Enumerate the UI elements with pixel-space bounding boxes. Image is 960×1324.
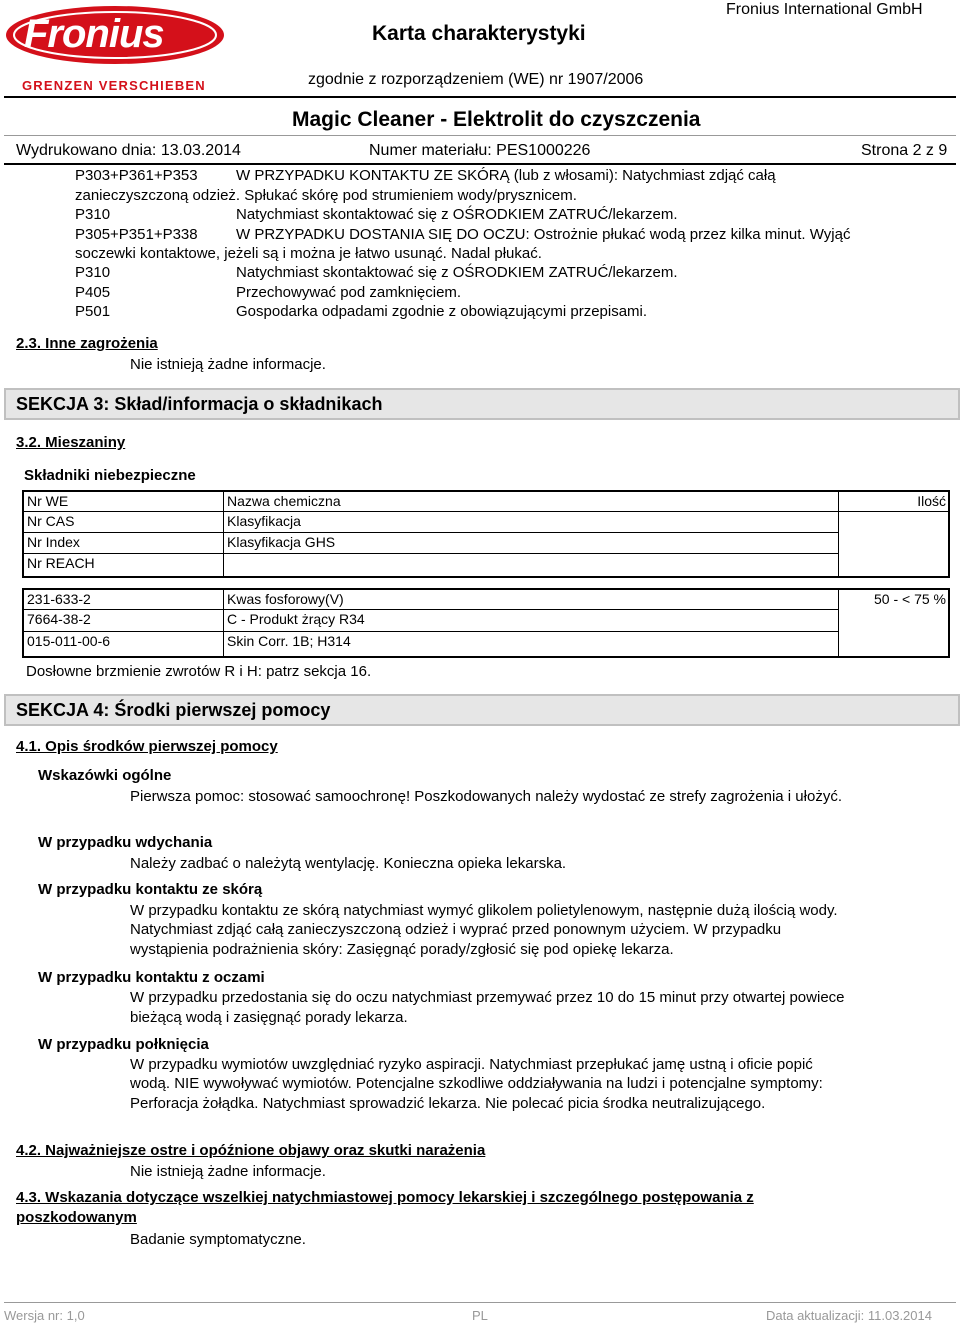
cell-amount: 50 - < 75 % [874,591,946,607]
eye-contact-text-1: W przypadku przedostania się do oczu natychmiast przemywać przez 10 do 15 minut przy otwartej powiece [130,989,845,1006]
precaution-text: Natychmiast skontaktować się z OŚRODKIEM ZATRUĆ/lekarzem. [236,206,678,223]
eye-contact-heading: W przypadku kontaktu z oczami [38,969,265,986]
header-nr-we: Nr WE [24,492,224,512]
inhalation-text: Należy zadbać o należytą wentylację. Konieczna opieka lekarska. [130,855,567,872]
skin-contact-heading: W przypadku kontaktu ze skórą [38,881,263,898]
precaution-text: W PRZYPADKU DOSTANIA SIĘ DO OCZU: Ostrożnie płukać wodą przez kilka minut. Wyjąć [236,226,851,243]
precaution-text: Gospodarka odpadami zgodnie z obowiązującymi przepisami. [236,303,648,320]
material-number: Numer materiału: PES1000226 [369,142,591,159]
subsection-2-3-text: Nie istnieją żadne informacje. [130,356,326,373]
general-advice-text: Pierwsza pomoc: stosować samoochronę! Poszkodowanych należy wydostać ze strefy zagrożenia i ułożyć. [130,788,842,805]
logo-wordmark: Fronius [24,12,164,56]
precaution-code: P310 [75,206,111,223]
footer-version: Wersja nr: 1,0 [4,1308,85,1323]
subsection-4-3-heading: 4.3. Wskazania dotyczące wszelkiej natychmiastowej pomocy lekarskiej i szczególnego postępowania z [16,1189,754,1206]
precaution-text-cont: soczewki kontaktowe, jeżeli są i można je łatwo usunąć. Nadal płukać. [75,245,542,262]
section-4-title: SEKCJA 4: Środki pierwszej pomocy [16,700,331,720]
inhalation-heading: W przypadku wdychania [38,834,213,851]
header-rule-bottom [4,163,956,165]
printed-date: Wydrukowano dnia: 13.03.2014 [16,142,241,159]
ingestion-text-2: wodą. NIE wywoływać wymiotów. Potencjalne szkodliwe oddziaływania na ludzi i potencjalne symptomy: [130,1075,823,1092]
footer-update-date: Data aktualizacji: 11.03.2014 [766,1308,932,1323]
subsection-4-3-text: Badanie symptomatyczne. [130,1231,306,1248]
ingestion-text-3: Perforacja żołądka. Natychmiast sprowadzić lekarza. Nie polecać picia środka neutralizującego. [130,1095,766,1112]
document-title: Karta charakterystyki [372,22,586,45]
skin-contact-text-1: W przypadku kontaktu ze skórą natychmiast wymyć glikolem polietylenowym, następnie dużą ilością wody. [130,902,838,919]
section-4-bar [4,694,960,726]
header-classification-ghs: Klasyfikacja GHS [224,533,839,554]
cell-index-number: 015-011-00-6 [24,632,224,656]
skin-contact-text-3: wystąpienia podrażnienia skóry: Zasięgnąć porady/zgłosić się pod opiekę lekarza. [130,941,674,958]
cell-chemical-name: Kwas fosforowy(V) [224,590,839,610]
precaution-text-cont: zanieczyszczoną odzież. Spłukać skórę pod strumieniem wody/prysznicem. [75,187,577,204]
precaution-code: P501 [75,303,111,320]
ingestion-text-1: W przypadku wymiotów uwzględniać ryzyko aspiracji. Natychmiast przepłukać jamę ustną i oficie popić [130,1056,813,1073]
precaution-text: W PRZYPADKU KONTAKTU ZE SKÓRĄ (lub z włosami): Natychmiast zdjąć całą [236,167,776,184]
header-rule-mid [4,135,956,136]
fronius-logo [4,4,226,66]
table-title: Składniki niebezpieczne [24,467,196,484]
eye-contact-text-2: bieżącą wodą i zasięgnąć porady lekarza. [130,1009,408,1026]
cell-classification: C - Produkt żrący R34 [224,610,839,632]
subsection-4-2-text: Nie istnieją żadne informacje. [130,1163,326,1180]
footer-rule [4,1302,956,1303]
subsection-3-2-heading: 3.2. Mieszaniny [16,434,126,451]
cell-classification-ghs: Skin Corr. 1B; H314 [224,632,839,656]
section-3-title: SEKCJA 3: Skład/informacja o składnikach [16,394,383,414]
r-h-phrases-note: Dosłowne brzmienie zwrotów R i H: patrz sekcja 16. [26,663,372,680]
ingestion-heading: W przypadku połknięcia [38,1036,209,1053]
company-name: Fronius International GmbH [726,1,923,18]
precaution-text: Przechowywać pod zamknięciem. [236,284,462,301]
page-number: Strona 2 z 9 [861,142,948,159]
subsection-2-3-heading: 2.3. Inne zagrożenia [16,335,158,352]
precaution-code: P305+P351+P338 [75,226,198,243]
subsection-4-3-heading-cont: poszkodowanym [16,1209,137,1226]
precaution-code: P405 [75,284,111,301]
header-chemical-name: Nazwa chemiczna [224,492,839,512]
header-amount: Ilość [839,492,948,512]
header-rule-top [4,96,956,98]
cell-ec-number: 231-633-2 [24,590,224,610]
precaution-text: Natychmiast skontaktować się z OŚRODKIEM ZATRUĆ/lekarzem. [236,264,678,281]
cell-cas-number: 7664-38-2 [24,610,224,632]
general-advice-heading: Wskazówki ogólne [38,767,172,784]
precaution-code: P303+P361+P353 [75,167,198,184]
logo-tagline: GRENZEN VERSCHIEBEN [22,78,206,93]
header-nr-cas: Nr CAS [24,512,224,533]
regulation-text: zgodnie z rozporządzeniem (WE) nr 1907/2006 [308,71,644,88]
header-classification: Klasyfikacja [224,512,839,533]
skin-contact-text-2: Natychmiast zdjąć całą zanieczyszczoną odzież i wyprać przed ponownym użyciem. W przypadku [130,921,782,938]
product-name: Magic Cleaner - Elektrolit do czyszczenia [292,108,701,131]
subsection-4-1-heading: 4.1. Opis środków pierwszej pomocy [16,738,278,755]
section-3-bar [4,388,960,420]
header-empty [224,554,839,576]
header-nr-index: Nr Index [24,533,224,554]
header-nr-reach: Nr REACH [24,554,224,576]
subsection-4-2-heading: 4.2. Najważniejsze ostre i opóźnione objawy oraz skutki narażenia [16,1142,486,1159]
precaution-code: P310 [75,264,111,281]
footer-language: PL [472,1308,488,1323]
